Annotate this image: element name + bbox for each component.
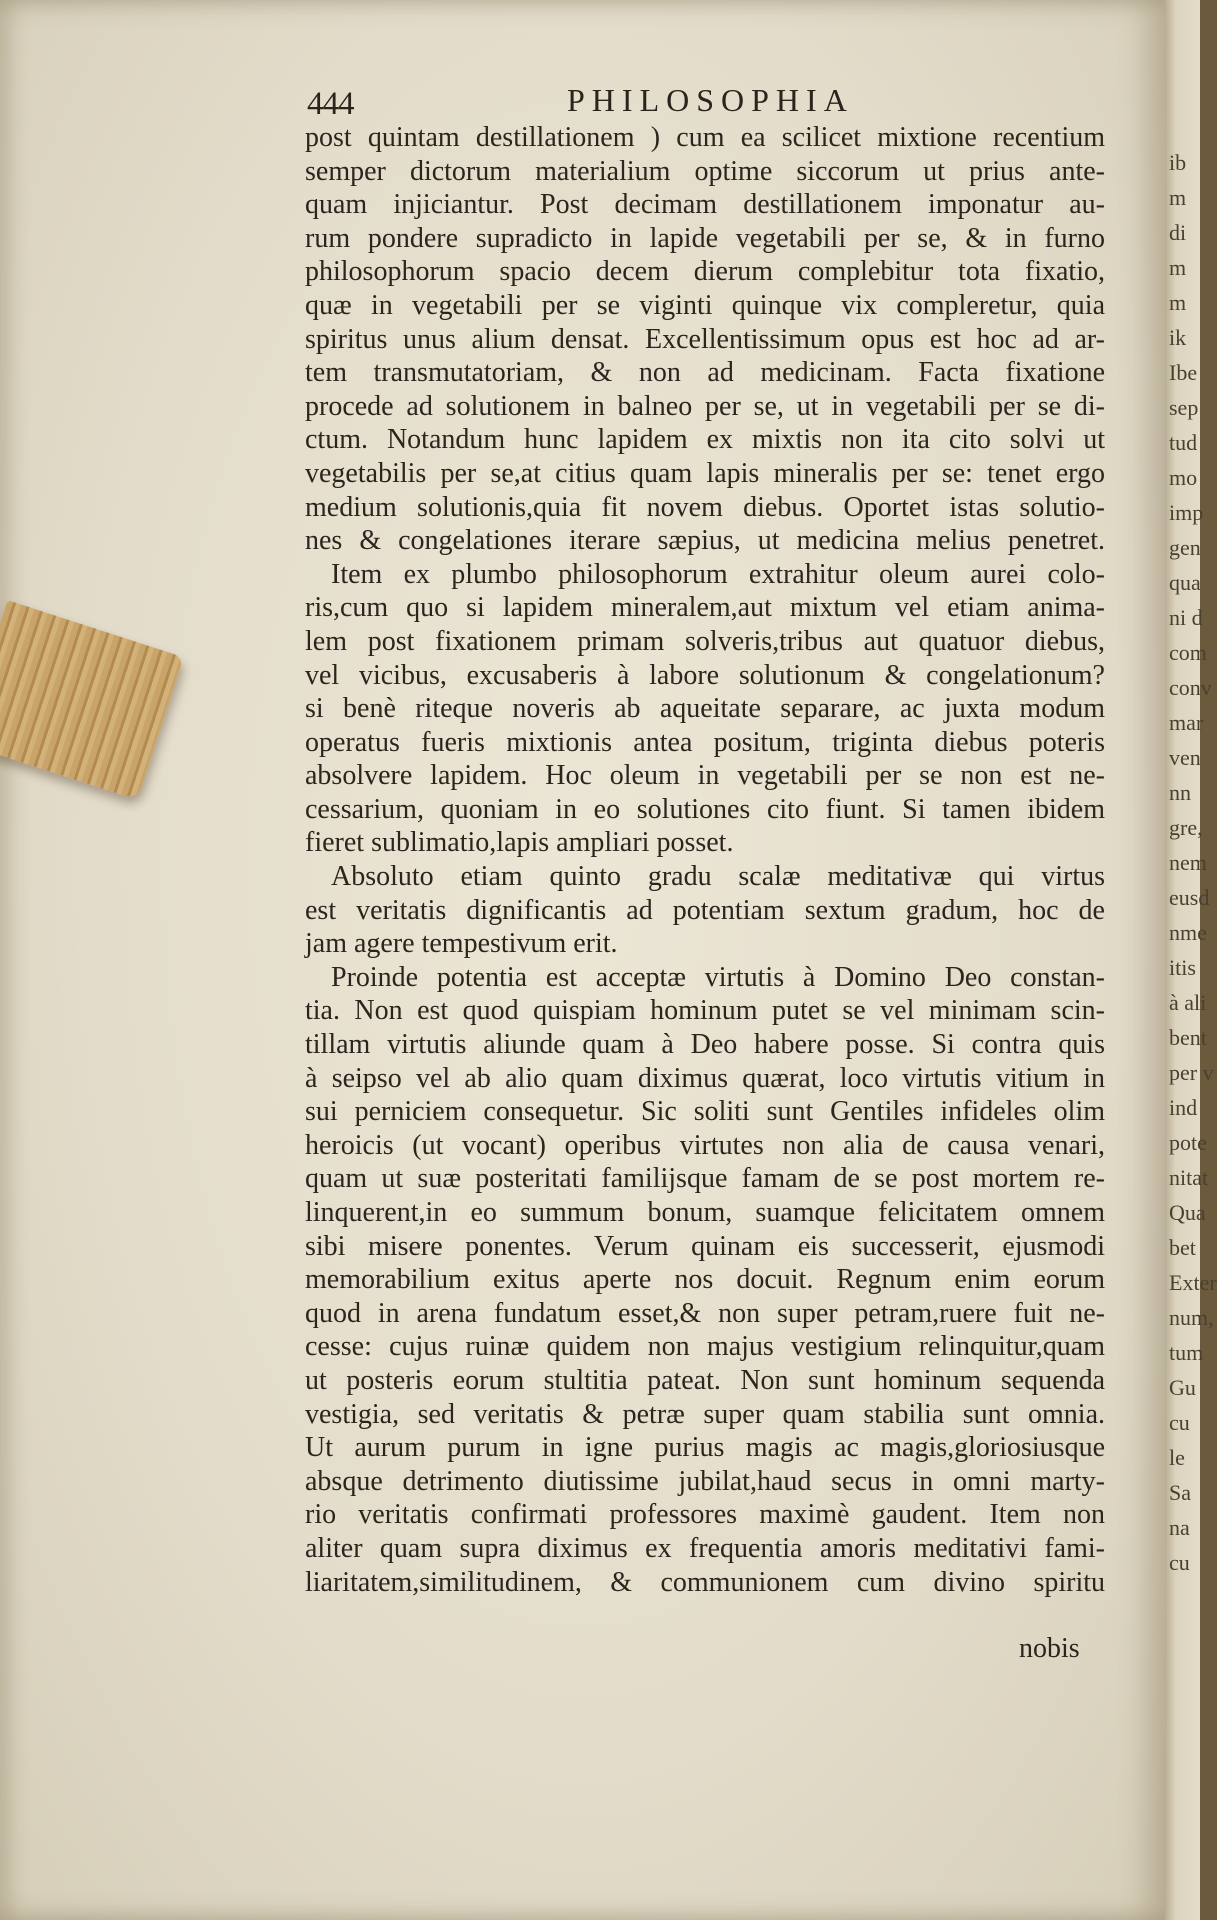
text-line: rio veritatis confirmati professores maximè gaudent. Item non bbox=[305, 1499, 1105, 1531]
text-line: rum pondere supradicto in lapide vegetabili per se, & in furno bbox=[305, 222, 1105, 254]
text-line: tem transmutatoriam, & non ad medicinam. Facta fixatione bbox=[305, 357, 1105, 389]
adjacent-page-fragment: ib bbox=[1169, 150, 1187, 175]
adjacent-page-edge bbox=[1165, 0, 1217, 1920]
text-line: absolvere lapidem. Hoc oleum in vegetabili per se non est ne- bbox=[305, 760, 1105, 792]
adjacent-page-fragment: nn bbox=[1169, 780, 1191, 805]
text-line: memorabilium exitus aperte nos docuit. Regnum enim eorum bbox=[305, 1264, 1105, 1296]
text-line: cesse: cujus ruinæ quidem non majus vestigium relinquitur,quam bbox=[305, 1331, 1105, 1363]
text-line: linquerent,in eo summum bonum, suamque felicitatem omnem bbox=[305, 1197, 1105, 1228]
text-line: ctum. Notandum hunc lapidem ex mixtis non ita cito solvi ut bbox=[305, 424, 1105, 456]
adjacent-page-fragment: cu bbox=[1169, 1410, 1190, 1435]
adjacent-page-fragment: bent bbox=[1169, 1025, 1207, 1050]
adjacent-page-fragment: Ibe bbox=[1169, 360, 1198, 385]
adjacent-page-fragment: Qua bbox=[1169, 1200, 1206, 1225]
text-line: vel vicibus, excusaberis à labore solutionum & congelationum? bbox=[305, 659, 1105, 691]
text-line: medium solutionis,quia fit novem diebus. Oportet istas solutio- bbox=[305, 491, 1105, 523]
adjacent-page-fragment: Exter bbox=[1169, 1270, 1217, 1295]
text-line: Item ex plumbo philosophorum extrahitur oleum aurei colo- bbox=[331, 558, 1105, 590]
adjacent-page-fragment: ni d bbox=[1169, 605, 1203, 630]
adjacent-page-fragment: di bbox=[1169, 220, 1187, 245]
text-line: Proinde potentia est acceptæ virtutis à Domino Deo constan- bbox=[331, 961, 1105, 993]
text-line: tillam virtutis aliunde quam à Deo habere posse. Si contra quis bbox=[305, 1029, 1105, 1061]
text-line: operatus fueris mixtionis antea positum, triginta diebus poteris bbox=[305, 726, 1105, 758]
adjacent-page-fragment: mar bbox=[1169, 710, 1204, 735]
body-text bbox=[305, 121, 1105, 1599]
adjacent-page-fragment: tum bbox=[1169, 1340, 1204, 1365]
adjacent-page-fragment: ven bbox=[1169, 745, 1201, 770]
text-line: sui perniciem consequetur. Sic soliti sunt Gentiles infideles olim bbox=[305, 1096, 1105, 1128]
adjacent-page-fragment: num, bbox=[1169, 1305, 1214, 1330]
adjacent-page-fragment: ik bbox=[1169, 325, 1187, 350]
text-line: à seipso vel ab alio quam diximus quærat, loco virtutis vitium in bbox=[305, 1062, 1105, 1094]
adjacent-page-fragment: Gu bbox=[1169, 1375, 1196, 1400]
text-line: fieret sublimatio,lapis ampliari posset. bbox=[305, 827, 734, 859]
adjacent-page-fragment: mo bbox=[1169, 465, 1198, 490]
adjacent-page-fragment: itis bbox=[1169, 955, 1196, 980]
text-line: jam agere tempestivum erit. bbox=[305, 928, 618, 960]
text-line: cessarium, quoniam in eo solutiones cito fiunt. Si tamen ibidem bbox=[305, 793, 1105, 825]
adjacent-page-fragment: per v bbox=[1169, 1060, 1214, 1085]
adjacent-page-fragment: conv bbox=[1169, 675, 1212, 700]
text-line: sibi misere ponentes. Verum quinam eis successerit, ejusmodi bbox=[305, 1230, 1105, 1262]
text-line: spiritus unus alium densat. Excellentissimum opus est hoc ad ar- bbox=[305, 323, 1105, 355]
adjacent-page-fragment: m bbox=[1169, 255, 1187, 280]
text-line: liaritatem,similitudinem, & communionem cum divino spiritu bbox=[305, 1566, 1105, 1598]
text-line: absque detrimento diutissime jubilat,haud secus in omni marty- bbox=[305, 1465, 1105, 1497]
text-line: heroicis (ut vocant) operibus virtutes non alia de causa venari, bbox=[305, 1129, 1105, 1161]
text-line: tia. Non est quod quispiam hominum putet se vel minimam scin- bbox=[305, 995, 1105, 1027]
adjacent-page-fragment: à ali bbox=[1169, 990, 1207, 1015]
adjacent-page-fragment: com bbox=[1169, 640, 1207, 665]
text-line: semper dictorum materialium optime siccorum ut prius ante- bbox=[305, 155, 1105, 187]
adjacent-page-fragment: eusd bbox=[1169, 885, 1210, 910]
text-line: quam ut suæ posteritati familijsque famam de se post mortem re- bbox=[305, 1163, 1105, 1195]
text-line: philosophorum spacio decem dierum complebitur tota fixatio, bbox=[305, 256, 1105, 288]
adjacent-page-fragment: nme bbox=[1169, 920, 1207, 945]
text-line: post quintam destillationem ) cum ea scilicet mixtione recentium bbox=[305, 122, 1105, 153]
text-line: quæ in vegetabili per se viginti quinque vix compleretur, quia bbox=[305, 289, 1105, 321]
running-head: PHILOSOPHIA bbox=[567, 82, 854, 118]
adjacent-page-fragment: sep bbox=[1169, 395, 1199, 420]
adjacent-page-fragment: Sa bbox=[1169, 1480, 1191, 1505]
adjacent-page-fragment: le bbox=[1169, 1445, 1185, 1470]
adjacent-page-fragment: m bbox=[1169, 290, 1187, 315]
adjacent-page-fragment: gre, bbox=[1169, 815, 1203, 840]
text-line: vegetabilis per se,at citius quam lapis mineralis per se: tenet ergo bbox=[305, 457, 1105, 489]
adjacent-page-fragment: pote bbox=[1169, 1130, 1207, 1155]
adjacent-page-fragment: tud bbox=[1169, 430, 1198, 455]
adjacent-page-fragment: ind bbox=[1169, 1095, 1198, 1120]
text-line: lem post fixationem primam solveris,tribus aut quatuor diebus, bbox=[305, 625, 1105, 657]
adjacent-page-fragment: qua bbox=[1169, 570, 1201, 595]
adjacent-page-fragment: nitat bbox=[1169, 1165, 1209, 1190]
text-line: procede ad solutionem in balneo per se, ut in vegetabili per se di- bbox=[305, 390, 1105, 422]
adjacent-page-fragment: bet bbox=[1169, 1235, 1196, 1260]
adjacent-page-fragment: gen bbox=[1169, 535, 1201, 560]
adjacent-page-fragment: nem bbox=[1169, 850, 1207, 875]
text-line: nes & congelationes iterare sæpius, ut medicina melius penetret. bbox=[305, 525, 1105, 557]
text-line: ris,cum quo si lapidem mineralem,aut mixtum vel etiam anima- bbox=[305, 592, 1105, 624]
adjacent-page-fragment: imp bbox=[1169, 500, 1204, 525]
text-line: Absoluto etiam quinto gradu scalæ meditativæ qui virtus bbox=[331, 861, 1105, 893]
text-line: vestigia, sed veritatis & petræ super quam stabilia sunt omnia. bbox=[305, 1398, 1105, 1430]
adjacent-page-fragment: na bbox=[1169, 1515, 1190, 1540]
text-line: aliter quam supra diximus ex frequentia amoris meditativi fami- bbox=[305, 1532, 1105, 1564]
adjacent-page-fragment: m bbox=[1169, 185, 1187, 210]
adjacent-page-fragment: cu bbox=[1169, 1550, 1190, 1575]
page-header bbox=[307, 82, 1107, 122]
text-line: si benè riteque noveris ab aqueitate separare, ac juxta modum bbox=[305, 693, 1105, 725]
text-line: quod in arena fundatum esset,& non super petram,ruere fuit ne- bbox=[305, 1297, 1105, 1329]
catchword: nobis bbox=[1019, 1633, 1080, 1664]
text-line: quam injiciantur. Post decimam destillationem imponatur au- bbox=[305, 189, 1105, 221]
text-line: Ut aurum purum in igne purius magis ac magis,gloriosiusque bbox=[305, 1432, 1105, 1464]
text-line: est veritatis dignificantis ad potentiam sextum gradum, hoc de bbox=[305, 894, 1105, 926]
text-line: ut posteris eorum stultitia pateat. Non sunt hominum sequenda bbox=[305, 1364, 1105, 1396]
page-number: 444 bbox=[307, 86, 354, 122]
